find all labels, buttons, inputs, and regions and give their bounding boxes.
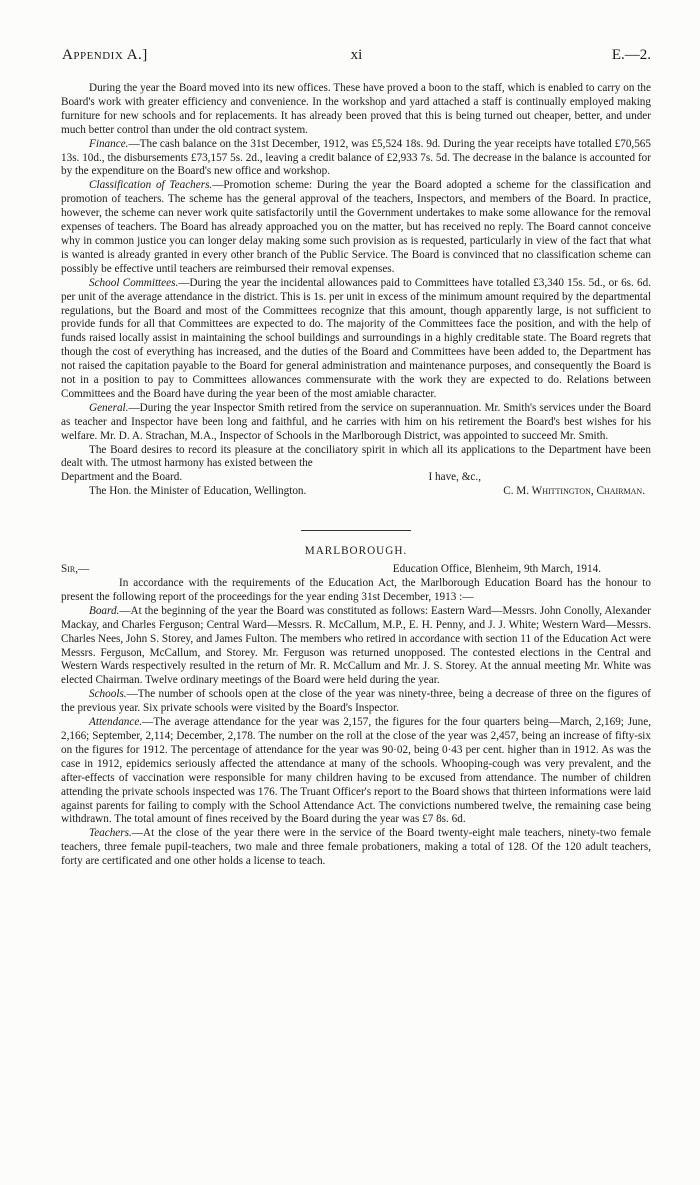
paragraph-board: Board.—At the beginning of the year the Board was constituted as follows: Eastern Ward—Messrs. John Conolly, Alexander Mackay, and Charles Ferguson; Central Ward—Messrs. R. McCallum, M.P., E. H. Penny, and J. J. White; Western Ward—Messrs. Charles Nees, John S. Storey, and James Fulton. The members who retired in accordance with section 11 of the Education Act were Messrs. Ferguson, McCallum, and Storey. Mr. Ferguson was returned unopposed. The contested elections in the Central and Western Wards respectively resulted in the return of Mr. R. McCallum and Mr. J. S. Storey. At the annual meeting Mr. White was elected Chairman. Twelve ordinary meetings of the Board were held during the year. [61, 604, 651, 687]
closing-i-have: I have, &c., [428, 471, 481, 484]
classification-heading: Classification of Teachers. [89, 179, 213, 192]
section-title-marlborough: MARLBOROUGH. [304, 545, 408, 558]
paragraph-teachers: Teachers.—At the close of the year there were in the service of the Board twenty-eight male teachers, ninety-two female teachers, three female pupil-teachers, two male and three female probationers, making a total of 128. Of the 120 adult teachers, forty are certificated and one other holds a license to teach. [61, 827, 651, 868]
finance-heading: Finance. [89, 137, 129, 150]
schools-heading: Schools. [89, 688, 127, 701]
closing-line-1 [61, 471, 651, 485]
paragraph-finance: Finance.—The cash balance on the 31st December, 1912, was £5,524 18s. 9d. During the year receipts have totalled £70,565 13s. 10d., the disbursements £73,157 5s. 2d., leaving a credit balance of £2,933 7s. 5d. The decrease in the balance is accounted for by the expenditure on the Board's new office and workshop. [61, 137, 651, 178]
salutation: Sir,— [61, 563, 90, 576]
paragraph-general: General.—During the year Inspector Smith retired from the service on superannuation. Mr. Smith's services under the Board as teacher and Inspector have been long and faithful, and he carries with him on his retirement the Board's best wishes for his welfare. Mr. D. A. Strachan, M.A., Inspector of Schools in the Marlborough District, was appointed to succeed Mr. Smith. [61, 401, 651, 442]
paragraph-attendance: Attendance.—The average attendance for the year was 2,157, the figures for the four quarters being—March, 2,169; June, 2,166; September, 2,114; December, 2,178. The number on the roll at the close of the year was 2,457, being an increase of fifty-six on the figures for 1912. The percentage of attendance for the year was 90·02, being 0·43 per cent. higher than in 1912. As was the case in 1912, epidemics seriously affected the attendance at many of the schools. Whooping-cough was very prevalent, and the after-effects of vaccination were responsible for many children having to be excused from attendance. The number of children attending the private schools inspected was 176. The Truant Officer's report to the Board shows that thirteen informations were laid against parents for failing to comply with the School Attendance Act. The convictions numbered twelve, the remaining case being withdrawn. The total amount of fines received by the Board during the year was £7 8s. 6d. [61, 716, 651, 826]
page-number: xi [350, 47, 363, 63]
report-body [61, 82, 651, 869]
paragraph-school-committees: School Committees.—During the year the incidental allowances paid to Committees have totalled £3,340 15s. 5d., or 6s. 6d. per unit of the average attendance in the district. This is 1s. per unit in excess of the minimum amount required by the departmental regulations, but the Board and most of the Committees recognize that this amount, though apparently large, is not sufficient to provide funds for all that Committees are expected to do. The majority of the Committees face the position, and with the help of funds raised locally assist in maintaining the school buildings and surroundings in a highly creditable state. The Board regrets that though the cost of everything has increased, and the duties of the Board and Committees have been added to, the Department has not raised the capitation payable to the Board for general administration and maintenance purposes, and consequently the Board is not in a position to pay to Committees allowances commensurate with the work they are expected to do. Relations between Committees and the Board have during the year been of the most amiable character. [61, 276, 651, 400]
attendance-heading: Attendance. [89, 716, 143, 729]
paragraph-classification: Classification of Teachers.—Promotion scheme: During the year the Board adopted a scheme for the classification and promotion of teachers. The scheme has the general approval of the teachers, Inspectors, and members of the Board. In practice, however, the scheme can never work quite satisfactorily until the Government undertakes to make some allowance for the removal expenses of teachers. The Board has already approached you on the matter, but has received no reply. The Board cannot conceive why in common justice you can longer delay making some such provision as is requested, particularly in view of the fact that what is wanted is already granted in every other branch of the Public Service. The Board is convinced that no classification scheme can possibly be effective until teachers are reimbursed their removal expenses. [61, 179, 651, 275]
section-divider [301, 530, 411, 531]
dateline: Education Office, Blenheim, 9th March, 1914. [392, 563, 601, 576]
paragraph-offices: During the year the Board moved into its new offices. These have proved a boon to the staff, which is enabled to carry on the Board's work with greater efficiency and convenience. In the workshop and yard attached a staff is continually employed making furniture for new schools and for replacements. It has already been proved that this is being turned out cheaper, better, and under much better control than under the old contract system. [61, 82, 651, 136]
paragraph-intro: In accordance with the requirements of the Education Act, the Marlborough Education Board has the honour to present the following report of the proceedings for the year ending 31st December, 1913 :— [61, 577, 651, 603]
report-code: E.—2. [611, 47, 651, 63]
paragraph-schools: Schools.—The number of schools open at the close of the year was ninety-three, being a decrease of three on the figures of the previous year. Six private schools were visited by the Board's Inspector. [61, 688, 651, 715]
closing-department: Department and the Board. [61, 471, 183, 484]
paragraph-conciliatory: The Board desires to record its pleasure at the conciliatory spirit in which all its applications to the Department have been dealt with. The utmost harmony has existed between the [61, 443, 651, 470]
committees-heading: School Committees. [89, 276, 179, 289]
teachers-heading: Teachers. [89, 827, 132, 840]
board-heading: Board. [89, 604, 120, 617]
salutation-line [61, 563, 651, 577]
closing-addressee: The Hon. the Minister of Education, Wellington. [89, 485, 307, 498]
page-header [62, 49, 651, 71]
general-heading: General. [89, 401, 129, 414]
appendix-label: Appendix A.] [62, 47, 148, 63]
closing-signatory: C. M. Whittington, Chairman. [503, 485, 645, 498]
closing-line-2 [61, 485, 651, 499]
